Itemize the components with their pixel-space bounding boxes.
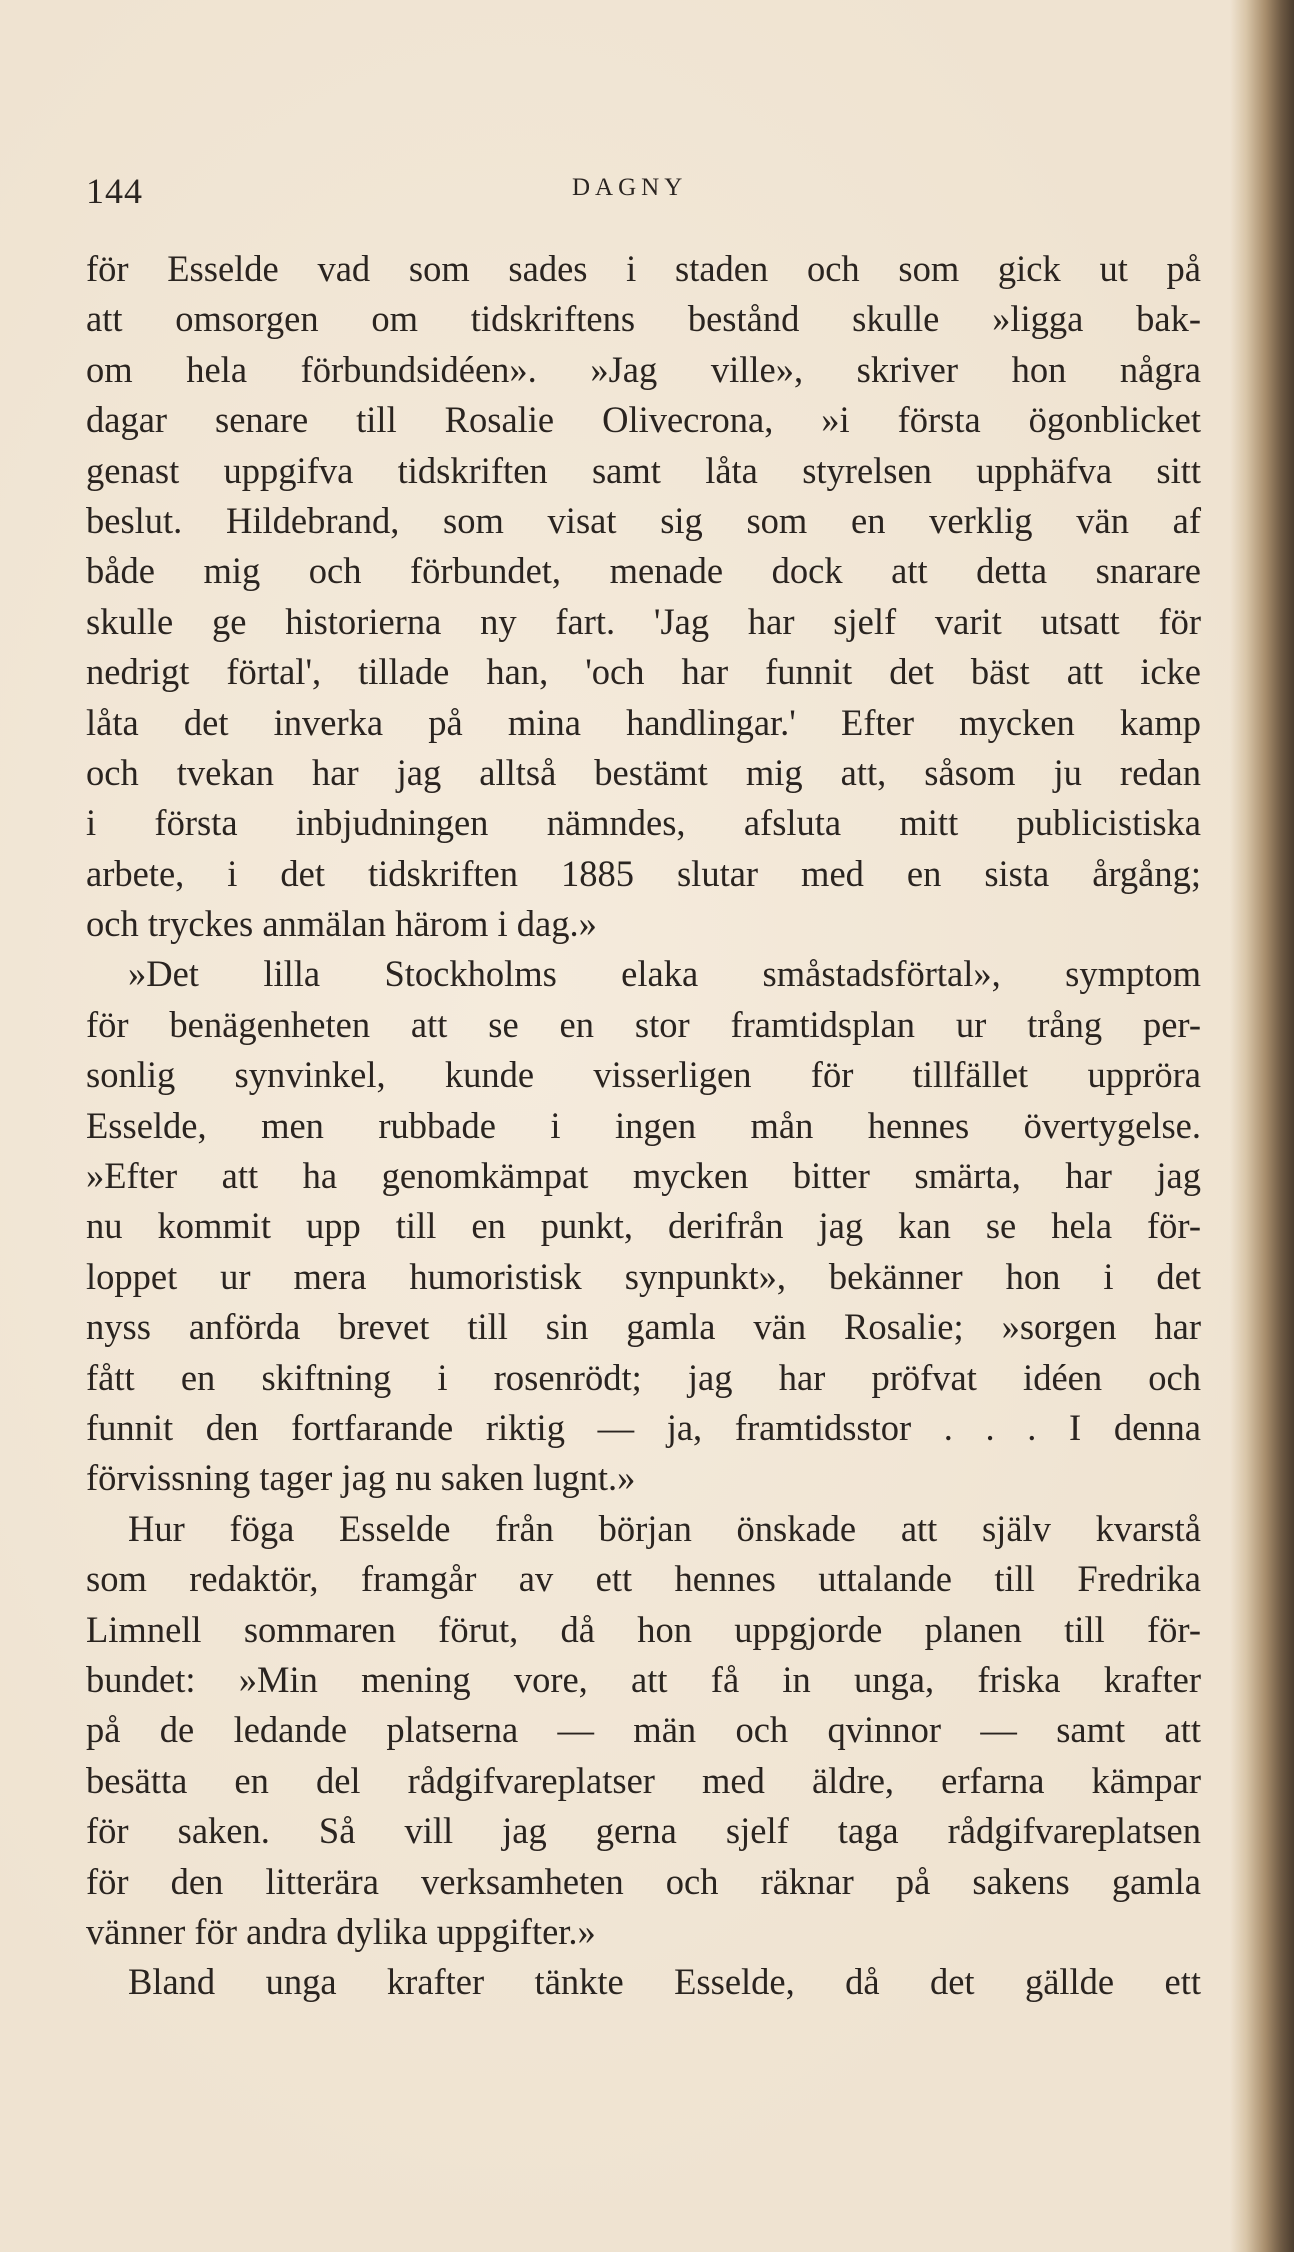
text-line: för Esselde vad som sades i staden och som gick ut på [86,248,1201,289]
text-line: loppet ur mera humoristisk synpunkt», bekänner hon i det [86,1255,1201,1297]
text-line: »Efter att ha genomkämpat mycken bitter smärta, har jag [86,1155,1201,1197]
text-line: »Det lilla Stockholms elaka småstadsförtal», symptom [128,953,1201,995]
text-line: låta det inverka på mina handlingar.' Efter mycken kamp [86,701,1201,743]
text-line: för den litterära verksamheten och räknar på sakens gamla [86,1860,1201,1902]
page-header [86,170,1201,220]
text-line: förvissning tager jag nu saken lugnt.» [86,1457,636,1499]
text-line: nu kommit upp till en punkt, derifrån jag kan se hela för- [86,1205,1201,1247]
page-gutter-shadow [1230,0,1294,2252]
text-line: på de ledande platserna — män och qvinnor — samt att [86,1709,1201,1751]
text-line: fått en skiftning i rosenrödt; jag har pröfvat idéen och [86,1356,1201,1398]
text-line: för saken. Så vill jag gerna sjelf taga rådgifvareplatsen [86,1810,1201,1852]
text-line: och tryckes anmälan härom i dag.» [86,903,597,945]
text-line: både mig och förbundet, menade dock att detta snarare [86,550,1201,592]
text-line: i första inbjudningen nämndes, afsluta mitt publicistiska [86,802,1201,844]
text-line: skulle ge historierna ny fart. 'Jag har sjelf varit utsatt för [86,600,1201,642]
body-text [86,244,1201,2008]
text-line: arbete, i det tidskriften 1885 slutar med en sista årgång; [86,852,1201,894]
text-line: Hur föga Esselde från början önskade att själv kvarstå [128,1507,1201,1549]
text-line: bundet: »Min mening vore, att få in unga, friska krafter [86,1658,1201,1700]
text-line: vänner för andra dylika uppgifter.» [86,1910,596,1952]
running-head: DAGNY [572,174,688,201]
text-line: sonlig synvinkel, kunde visserligen för tillfället uppröra [86,1054,1201,1096]
text-line: genast uppgifva tidskriften samt låta styrelsen upphäfva sitt [86,449,1201,491]
text-line: som redaktör, framgår av ett hennes uttalande till Fredrika [86,1558,1201,1600]
text-line: att omsorgen om tidskriftens bestånd skulle »ligga bak- [86,298,1201,340]
text-line: besätta en del rådgifvareplatser med äldre, erfarna kämpar [86,1759,1201,1801]
text-line: och tvekan har jag alltså bestämt mig att, såsom ju redan [86,751,1201,793]
text-line: beslut. Hildebrand, som visat sig som en verklig vän af [86,499,1201,541]
text-line: Bland unga krafter tänkte Esselde, då det gällde ett [128,1961,1201,2003]
page-number: 144 [86,171,143,211]
text-line: nyss anförda brevet till sin gamla vän Rosalie; »sorgen har [86,1306,1201,1348]
text-line: om hela förbundsidéen». »Jag ville», skriver hon några [86,348,1201,390]
text-line: Limnell sommaren förut, då hon uppgjorde planen till för- [86,1608,1201,1650]
text-line: för benägenheten att se en stor framtidsplan ur trång per- [86,1003,1201,1045]
text-line: nedrigt förtal', tillade han, 'och har funnit det bäst att icke [86,651,1201,693]
text-line: dagar senare till Rosalie Olivecrona, »i första ögonblicket [86,399,1201,441]
text-line: funnit den fortfarande riktig — ja, framtidsstor . . . I denna [86,1406,1201,1448]
text-line: Esselde, men rubbade i ingen mån hennes övertygelse. [86,1104,1201,1146]
